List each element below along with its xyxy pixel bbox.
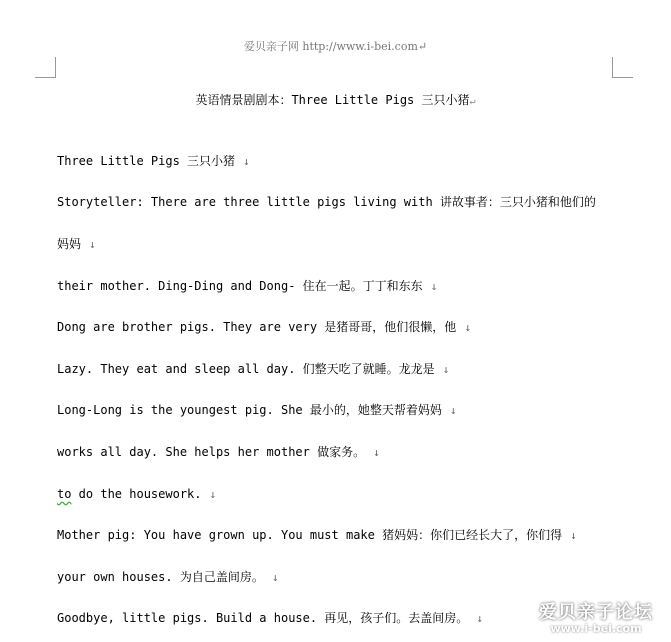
line-break-arrow: ↓ bbox=[570, 529, 577, 542]
document-title bbox=[0, 91, 671, 108]
line-break-arrow: ↓ bbox=[271, 571, 279, 584]
line-text: Dong are brother pigs. They are very 是猪哥哥，他们很懒，他 bbox=[57, 320, 457, 334]
text-line bbox=[57, 610, 483, 627]
text-line bbox=[57, 153, 250, 170]
line-text: Long-Long is the youngest pig. She 最小的，她整天帮着妈妈 bbox=[57, 403, 442, 417]
line-text: Goodbye, little pigs. Build a house. 再见，孩子们。去盖间房。 bbox=[57, 611, 469, 625]
watermark-url: www.i-bei.com bbox=[550, 622, 642, 635]
line-break-arrow: ↓ bbox=[464, 321, 471, 334]
line-break-arrow: ↓ bbox=[449, 404, 457, 417]
line-text: Mother pig: You have grown up. You must make 猪妈妈：你们已经长大了，你们得 bbox=[57, 528, 563, 542]
text-line bbox=[57, 236, 96, 253]
line-break-arrow: ↓ bbox=[430, 280, 438, 293]
line-text: Three Little Pigs 三只小猪 bbox=[57, 154, 236, 168]
margin-corner-right bbox=[612, 57, 633, 78]
line-break-arrow: ↓ bbox=[243, 155, 250, 168]
spelling-flag-word[interactable]: to bbox=[57, 487, 72, 501]
line-text: do the housework. bbox=[71, 487, 202, 501]
text-line bbox=[57, 402, 457, 419]
text-line bbox=[57, 486, 216, 503]
text-line bbox=[57, 361, 449, 378]
paragraph-mark: ↵ bbox=[469, 96, 476, 107]
line-text: their mother. Ding-Ding and Dong- 住在一起。丁丁和东东 bbox=[57, 279, 423, 293]
line-break-arrow: ↓ bbox=[89, 238, 96, 251]
page-header: 爱贝亲子网 http://www.i-bei.com↵ bbox=[243, 40, 428, 53]
text-line bbox=[57, 569, 278, 586]
text-line bbox=[57, 194, 604, 211]
line-break-arrow: ↓ bbox=[442, 363, 450, 376]
line-text: 妈妈 bbox=[57, 237, 82, 251]
line-text: Lazy. They eat and sleep all day. 们整天吃了就睡。龙龙是 bbox=[57, 362, 435, 376]
line-text: works all day. She helps her mother 做家务。 bbox=[57, 445, 366, 459]
document-title-text: 英语情景剧剧本：Three Little Pigs 三只小猪 bbox=[195, 93, 470, 107]
line-text: Storyteller: There are three little pigs living with 讲故事者：三只小猪和他们的 bbox=[57, 195, 596, 209]
margin-corner-left bbox=[35, 57, 56, 78]
line-break-arrow: ↓ bbox=[373, 446, 380, 459]
line-text: your own houses. 为自己盖间房。 bbox=[57, 570, 264, 584]
watermark-title: 爱贝亲子论坛 bbox=[539, 602, 653, 623]
line-break-arrow: ↓ bbox=[209, 488, 217, 501]
text-line bbox=[57, 319, 471, 336]
site-watermark bbox=[526, 598, 666, 635]
line-break-arrow: ↓ bbox=[476, 612, 483, 625]
text-line bbox=[57, 278, 437, 295]
text-line bbox=[57, 527, 577, 544]
text-line bbox=[57, 444, 380, 461]
